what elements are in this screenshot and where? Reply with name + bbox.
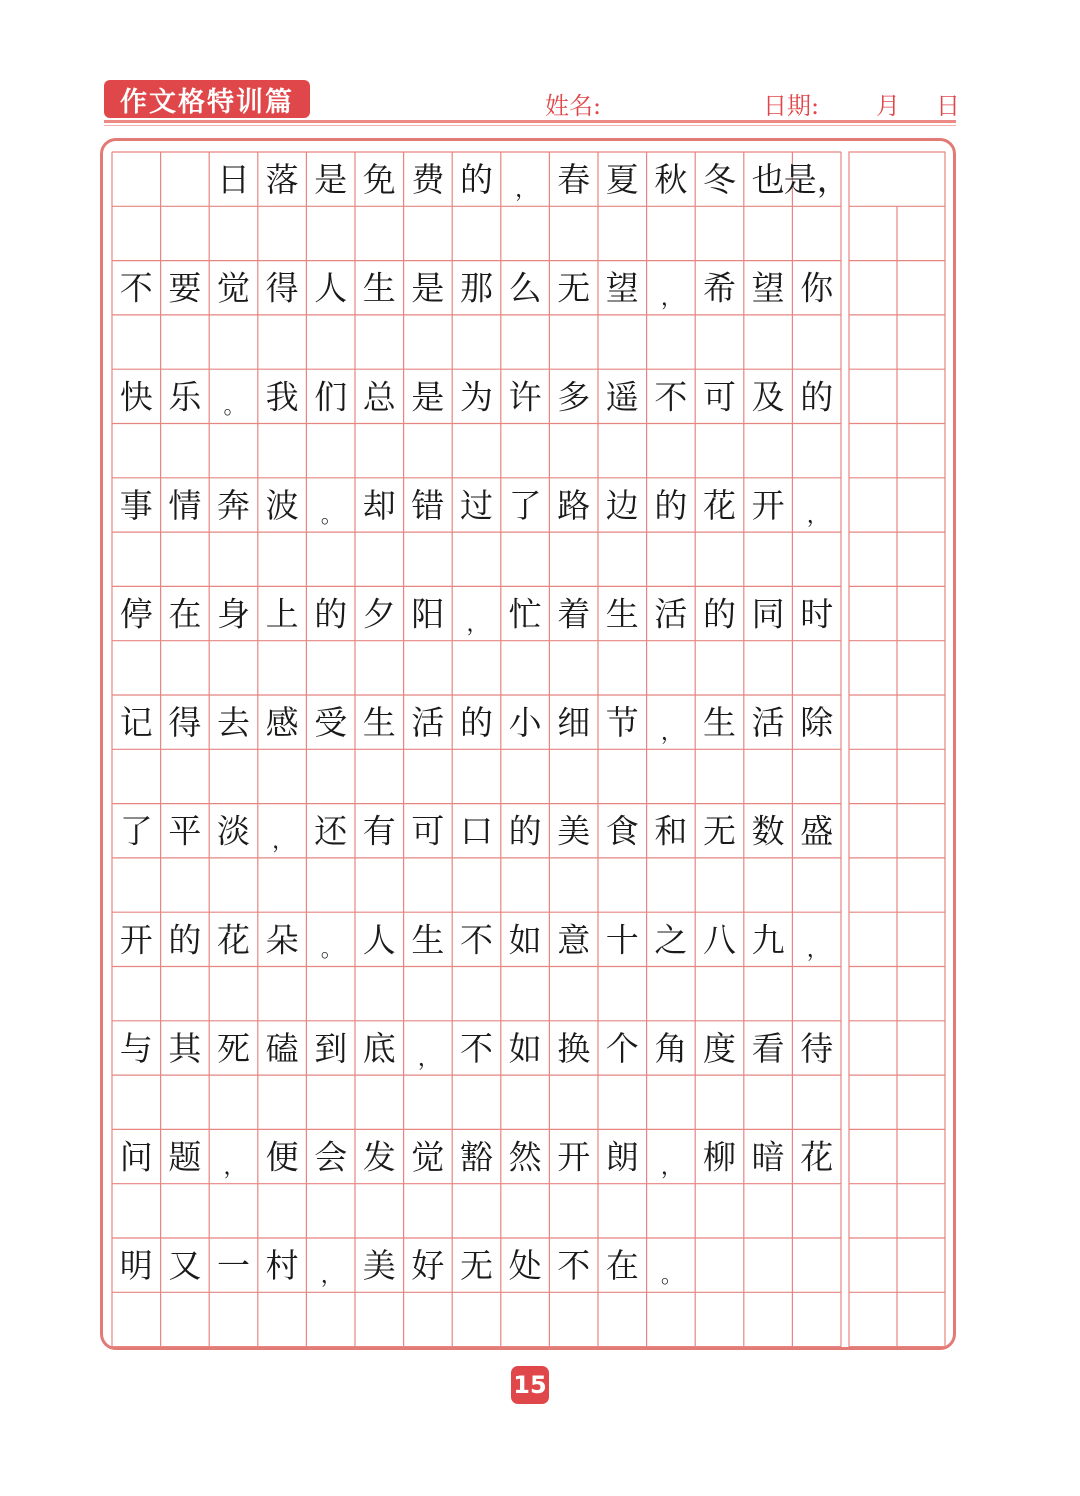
- handwritten-character: 又: [168, 1246, 202, 1286]
- month-label: 月: [876, 92, 900, 120]
- handwritten-character: 换: [557, 1028, 591, 1068]
- handwritten-character: 的: [800, 377, 834, 417]
- handwritten-character: 问: [119, 1137, 153, 1177]
- handwritten-character: 夏: [605, 160, 639, 200]
- handwritten-character: 夕: [362, 594, 396, 634]
- handwritten-character: 总: [362, 377, 396, 417]
- handwritten-character: 八: [703, 920, 736, 960]
- handwritten-character: 题: [168, 1137, 202, 1177]
- handwritten-character: 朗: [605, 1137, 639, 1177]
- handwritten-character: 的: [703, 594, 736, 634]
- handwritten-character: 快: [119, 377, 153, 417]
- handwritten-character: 遥: [605, 377, 639, 417]
- punctuation-mark: ，: [660, 720, 683, 746]
- handwritten-character: 多: [557, 377, 591, 417]
- handwritten-character: 是: [411, 377, 445, 417]
- handwritten-character: 底: [362, 1028, 396, 1068]
- handwritten-character: 活: [654, 594, 688, 634]
- handwritten-character: 不: [460, 920, 493, 960]
- handwritten-character: 村: [265, 1246, 299, 1286]
- handwritten-character: 你: [800, 268, 834, 308]
- handwritten-character: 乐: [168, 377, 202, 417]
- handwritten-character: 过: [460, 485, 493, 525]
- handwritten-character: 错: [411, 485, 445, 525]
- handwritten-character: 上: [265, 594, 299, 634]
- handwritten-character: 同: [751, 594, 785, 634]
- handwritten-character: 的: [314, 594, 348, 634]
- handwritten-character: 落: [265, 160, 299, 200]
- handwritten-character: 不: [654, 377, 688, 417]
- handwritten-character: 奔: [217, 485, 250, 525]
- day-label: 日: [936, 92, 960, 120]
- punctuation-mark: 。: [660, 1263, 683, 1289]
- handwritten-character: 节: [605, 703, 639, 743]
- handwritten-character: 秋: [654, 160, 688, 200]
- handwritten-character: 与: [119, 1028, 153, 1068]
- handwritten-character: 开: [751, 485, 785, 525]
- punctuation-mark: ，: [806, 937, 829, 963]
- handwritten-character: 身: [217, 594, 250, 634]
- handwritten-character: 活: [751, 703, 785, 743]
- handwritten-character: 感: [265, 703, 299, 743]
- handwritten-character: 是: [314, 160, 348, 200]
- handwritten-character: 得: [168, 703, 202, 743]
- handwritten-character: 淡: [217, 811, 250, 851]
- handwritten-character: 花: [800, 1137, 834, 1177]
- handwritten-character: 美: [557, 811, 591, 851]
- handwritten-character: 看: [751, 1028, 785, 1068]
- handwritten-character: 我: [265, 377, 299, 417]
- handwritten-character: 生: [362, 703, 396, 743]
- handwritten-character: 可: [703, 377, 736, 417]
- handwritten-character: 为: [460, 377, 493, 417]
- handwritten-character: 数: [751, 811, 785, 851]
- handwritten-character: 许: [508, 377, 542, 417]
- handwritten-character: 个: [605, 1028, 639, 1068]
- handwritten-character: 食: [605, 811, 639, 851]
- handwritten-character: 的: [654, 485, 688, 525]
- handwritten-character: 希: [703, 268, 736, 308]
- handwritten-character: 花: [703, 485, 736, 525]
- handwritten-character: 待: [800, 1028, 834, 1068]
- handwritten-character: 还: [314, 811, 348, 851]
- handwritten-character: 望: [605, 268, 639, 308]
- handwritten-character: 豁: [460, 1137, 493, 1177]
- handwritten-character: 小: [508, 703, 542, 743]
- handwritten-character: 边: [605, 485, 639, 525]
- handwritten-character: 无: [703, 811, 736, 851]
- handwritten-character: 的: [508, 811, 542, 851]
- handwritten-character: 明: [119, 1246, 153, 1286]
- handwritten-character: 免: [362, 160, 396, 200]
- handwritten-character: 如: [508, 1028, 542, 1068]
- handwritten-character: 可: [411, 811, 445, 851]
- punctuation-mark: 。: [320, 503, 343, 529]
- handwritten-character: 生: [605, 594, 639, 634]
- handwritten-character: 其: [168, 1028, 202, 1068]
- date-label: 日期:: [763, 92, 820, 120]
- handwritten-character: 发: [362, 1137, 396, 1177]
- handwritten-character: 及: [751, 377, 785, 417]
- handwritten-character: 的: [460, 160, 493, 200]
- handwritten-character: 盛: [800, 811, 834, 851]
- handwritten-character: 到: [314, 1028, 348, 1068]
- handwritten-character: 细: [557, 703, 591, 743]
- handwritten-character: 却: [362, 485, 396, 525]
- handwritten-character: 忙: [508, 594, 542, 634]
- handwritten-character: 了: [119, 811, 153, 851]
- handwritten-character: 美: [362, 1246, 396, 1286]
- handwritten-character: 冬: [703, 160, 736, 200]
- handwritten-character: 那: [460, 268, 493, 308]
- handwritten-character: 生: [362, 268, 396, 308]
- handwritten-character: 人: [314, 268, 348, 308]
- handwritten-character: 磕: [265, 1028, 299, 1068]
- handwritten-character: 朵: [265, 920, 299, 960]
- handwritten-character: 路: [557, 485, 591, 525]
- handwritten-character: 无: [460, 1246, 493, 1286]
- handwritten-character: 一: [217, 1246, 250, 1286]
- handwritten-character: 们: [314, 377, 348, 417]
- handwritten-character: 然: [508, 1137, 542, 1177]
- punctuation-mark: ，: [660, 1154, 683, 1180]
- handwritten-character: 开: [557, 1137, 591, 1177]
- handwritten-character: 么: [508, 268, 542, 308]
- worksheet-title-badge: 作文格特训篇: [104, 80, 310, 118]
- handwritten-character: 如: [508, 920, 542, 960]
- handwritten-character: 生: [411, 920, 445, 960]
- handwritten-character: 不: [557, 1246, 591, 1286]
- page-number-badge: 15: [511, 1366, 549, 1404]
- handwritten-character: 有: [362, 811, 396, 851]
- handwritten-character: 之: [654, 920, 688, 960]
- handwritten-character: 无: [557, 268, 591, 308]
- handwritten-character: 度: [703, 1028, 736, 1068]
- punctuation-mark: ，: [515, 177, 538, 203]
- handwritten-character: 着: [557, 594, 591, 634]
- punctuation-mark: ，: [417, 1046, 440, 1072]
- handwritten-character: 平: [168, 811, 202, 851]
- handwritten-character: 记: [119, 703, 153, 743]
- handwritten-character: 是: [411, 268, 445, 308]
- handwritten-character: 在: [605, 1246, 639, 1286]
- punctuation-mark: 。: [320, 937, 343, 963]
- handwritten-character: 阳: [411, 594, 445, 634]
- handwritten-character: 时: [800, 594, 834, 634]
- handwritten-character: 暗: [751, 1137, 785, 1177]
- handwritten-character: 费: [411, 160, 445, 200]
- punctuation-mark: ，: [223, 1154, 246, 1180]
- handwritten-character: 意: [557, 920, 591, 960]
- handwritten-character: 在: [168, 594, 202, 634]
- punctuation-mark: ，: [660, 286, 683, 312]
- handwritten-character: 十: [605, 920, 639, 960]
- handwritten-character: 花: [217, 920, 250, 960]
- handwritten-character: 日: [217, 160, 250, 200]
- handwritten-character: 的: [168, 920, 202, 960]
- handwritten-character: 九: [751, 920, 785, 960]
- handwritten-character: 觉: [411, 1137, 445, 1177]
- handwritten-character: 柳: [703, 1137, 736, 1177]
- handwritten-character: 也: [751, 160, 785, 200]
- handwritten-character: 处: [508, 1246, 542, 1286]
- handwritten-character: 的: [460, 703, 493, 743]
- handwritten-character: 便: [265, 1137, 299, 1177]
- handwritten-character: 情: [168, 485, 202, 525]
- handwritten-character: 事: [119, 485, 153, 525]
- handwritten-character: 生: [703, 703, 736, 743]
- name-label: 姓名:: [545, 92, 602, 120]
- handwritten-character: 望: [751, 268, 785, 308]
- punctuation-mark: ，: [272, 829, 295, 855]
- punctuation-mark: 。: [223, 394, 246, 420]
- handwritten-character: 得: [265, 268, 299, 308]
- handwritten-character: 不: [460, 1028, 493, 1068]
- handwritten-character: 角: [654, 1028, 688, 1068]
- handwritten-character: 波: [265, 485, 299, 525]
- punctuation-mark: ，: [466, 611, 489, 637]
- handwritten-character: 春: [557, 160, 591, 200]
- handwritten-character: 好: [411, 1246, 445, 1286]
- punctuation-mark: ，: [320, 1263, 343, 1289]
- handwritten-character: 了: [508, 485, 542, 525]
- handwritten-character: 人: [362, 920, 396, 960]
- handwritten-character: 停: [119, 594, 153, 634]
- handwritten-character: 口: [460, 811, 493, 851]
- handwritten-character: 开: [119, 920, 153, 960]
- handwritten-character: 觉: [217, 268, 250, 308]
- punctuation-mark: ，: [806, 503, 829, 529]
- handwritten-character: 要: [168, 268, 202, 308]
- handwritten-character: 受: [314, 703, 348, 743]
- handwritten-character: 死: [217, 1028, 250, 1068]
- handwritten-character: 除: [800, 703, 834, 743]
- handwritten-character: 活: [411, 703, 445, 743]
- handwritten-character: 去: [217, 703, 250, 743]
- handwritten-character: 和: [654, 811, 688, 851]
- handwritten-character: 不: [119, 268, 153, 308]
- handwritten-character: 是，: [783, 160, 850, 200]
- handwritten-character: 会: [314, 1137, 348, 1177]
